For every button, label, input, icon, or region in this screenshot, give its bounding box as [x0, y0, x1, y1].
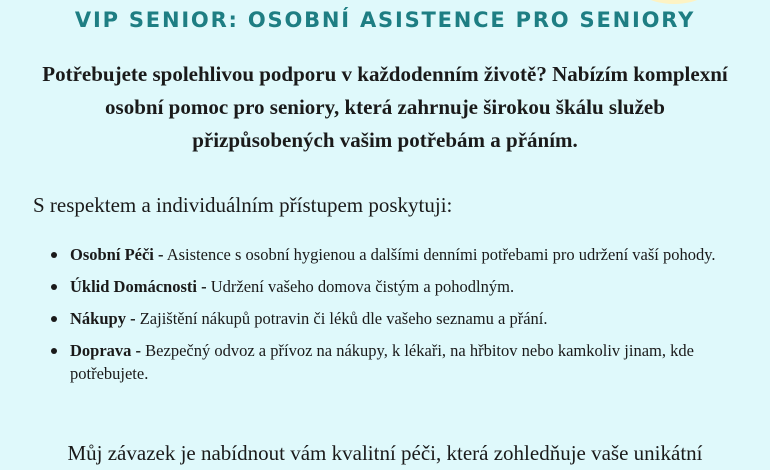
decorative-circle — [626, 0, 722, 4]
service-description: Asistence s osobní hygienou a dalšími denními potřebami pro udržení vaší pohody. — [163, 245, 716, 264]
list-item-personal-care — [48, 243, 748, 266]
bullet-icon — [51, 316, 57, 322]
list-item-shopping — [48, 307, 748, 330]
service-name: Úklid Domácnosti - — [70, 277, 207, 296]
services-lead: S respektem a individuálním přístupem poskytuji: — [33, 193, 453, 217]
closing-paragraph: Můj závazek je nabídnout vám kvalitní péči, která zohledňuje vaše unikátní — [67, 441, 703, 465]
bullet-icon — [51, 348, 57, 354]
service-description: Zajištění nákupů potravin či léků dle vašeho seznamu a přání. — [135, 309, 548, 328]
bullet-icon — [51, 252, 57, 258]
list-item-transport — [48, 339, 748, 385]
bullet-icon — [51, 284, 57, 290]
intro-paragraph: Potřebujete spolehlivou podporu v každodenním životě? Nabízím komplexní osobní pomoc pro seniory, která zahrnuje širokou škálu služeb přizpůsobených vašim potřebám a přáním. — [42, 62, 728, 152]
service-name: Doprava - — [70, 341, 142, 360]
service-name: Osobní Péči - — [70, 245, 164, 264]
service-description: Bezpečný odvoz a přívoz na nákupy, k lékaři, na hřbitov nebo kamkoliv jinam, kde potřebujete. — [70, 341, 694, 383]
list-item-housekeeping — [48, 275, 748, 298]
service-description: Udržení vašeho domova čistým a pohodlným. — [206, 277, 515, 296]
page-title: VIP SENIOR: OSOBNÍ ASISTENCE PRO SENIORY — [74, 8, 696, 32]
service-name: Nákupy - — [70, 309, 136, 328]
services-list — [48, 243, 748, 394]
